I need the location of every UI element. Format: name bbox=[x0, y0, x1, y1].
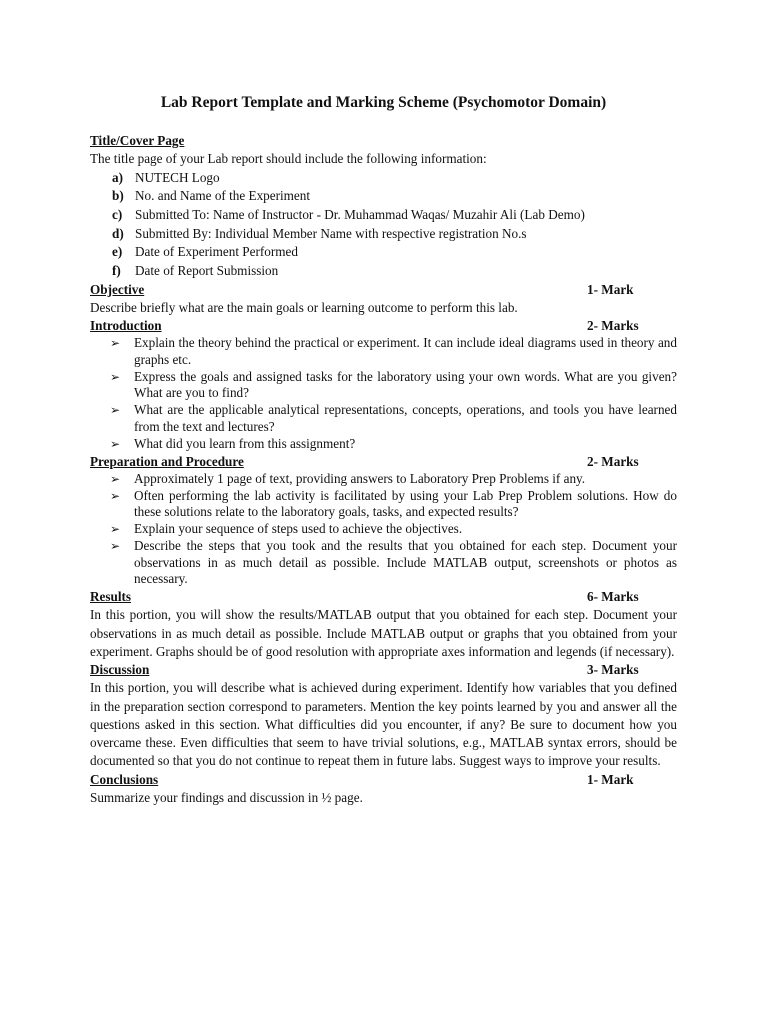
list-item bbox=[90, 335, 677, 368]
list-item-text: Approximately 1 page of text, providing answers to Laboratory Prep Problems if any. bbox=[134, 470, 586, 486]
preparation-section-header bbox=[90, 453, 677, 471]
list-item-text: NUTECH Logo bbox=[135, 169, 220, 185]
results-marks: 6- Marks bbox=[587, 589, 639, 605]
arrow-bullet-icon: ➢ bbox=[110, 522, 121, 537]
list-item-text: What are the applicable analytical representations, concepts, operations, and tools you have learned from the text and lectures? bbox=[134, 402, 677, 434]
arrow-bullet-icon: ➢ bbox=[110, 539, 121, 554]
arrow-bullet-icon: ➢ bbox=[110, 471, 121, 486]
objective-marks: 1- Mark bbox=[587, 281, 634, 297]
document-title: Lab Report Template and Marking Scheme (Psychomotor Domain) bbox=[160, 94, 607, 111]
list-item bbox=[90, 169, 677, 188]
preparation-list bbox=[90, 471, 677, 588]
list-item-text: Explain your sequence of steps used to achieve the objectives. bbox=[134, 521, 463, 537]
list-item-text: No. and Name of the Experiment bbox=[135, 188, 311, 204]
list-item bbox=[90, 243, 677, 262]
arrow-bullet-icon: ➢ bbox=[110, 436, 121, 451]
list-item-label: d) bbox=[112, 225, 124, 241]
results-text: In this portion, you will show the results/MATLAB output that you obtained for each step. Document your observations in as much detail as possible. Include MATLAB output or graphs that you obtained from your experiment. Graphs should be of good resolution with appropriate axes information and legends (if necessary). bbox=[90, 607, 677, 659]
list-item bbox=[90, 187, 677, 206]
cover-intro: The title page of your Lab report should include the following information: bbox=[90, 151, 487, 166]
introduction-section-header bbox=[90, 317, 677, 335]
list-item-text: Describe the steps that you took and the results that you obtained for each step. Document your observations in as much detail as possible. Include MATLAB output, screenshots or photos as necessary. bbox=[134, 538, 677, 587]
list-item-label: c) bbox=[112, 206, 123, 222]
list-item bbox=[90, 488, 677, 521]
list-item-text: Express the goals and assigned tasks for the laboratory using your own words. What are you given? What are you to find? bbox=[134, 368, 677, 401]
list-item-text: Often performing the lab activity is facilitated by using your Lab Prep Problem solutions. How do these solutions relate to the laboratory goals, tasks, and expected results? bbox=[134, 487, 677, 520]
arrow-bullet-icon: ➢ bbox=[110, 403, 121, 418]
preparation-heading: Preparation and Procedure bbox=[90, 453, 244, 469]
conclusions-heading: Conclusions bbox=[90, 771, 159, 787]
arrow-bullet-icon: ➢ bbox=[110, 369, 121, 384]
objective-text: Describe briefly what are the main goals or learning outcome to perform this lab. bbox=[90, 299, 518, 315]
list-item-label: b) bbox=[112, 188, 124, 204]
preparation-marks: 2- Marks bbox=[587, 453, 639, 469]
list-item bbox=[90, 538, 677, 588]
list-item-text: Date of Report Submission bbox=[135, 263, 279, 279]
objective-heading: Objective bbox=[90, 281, 145, 297]
conclusions-text: Summarize your findings and discussion in ½ page. bbox=[90, 789, 363, 805]
list-item bbox=[90, 471, 677, 488]
list-item bbox=[90, 521, 677, 538]
discussion-heading: Discussion bbox=[90, 662, 150, 678]
list-item-label: e) bbox=[112, 244, 123, 260]
list-item bbox=[90, 402, 677, 435]
arrow-bullet-icon: ➢ bbox=[110, 488, 121, 503]
list-item bbox=[90, 369, 677, 402]
list-item bbox=[90, 262, 677, 281]
results-heading: Results bbox=[90, 589, 132, 605]
document-page bbox=[90, 93, 677, 807]
list-item-text: Date of Experiment Performed bbox=[135, 244, 298, 260]
cover-items-list bbox=[90, 169, 677, 281]
list-item-text: Submitted To: Name of Instructor - Dr. Muhammad Waqas/ Muzahir Ali (Lab Demo) bbox=[135, 206, 585, 222]
list-item-text: Submitted By: Individual Member Name with respective registration No.s bbox=[135, 225, 527, 241]
discussion-section-header bbox=[90, 661, 677, 679]
introduction-heading: Introduction bbox=[90, 318, 162, 334]
conclusions-marks: 1- Mark bbox=[587, 771, 634, 787]
introduction-list bbox=[90, 335, 677, 452]
conclusions-section-header bbox=[90, 771, 677, 789]
list-item bbox=[90, 225, 677, 244]
list-item-text: Explain the theory behind the practical or experiment. It can include ideal diagrams used in theory and graphs etc. bbox=[134, 335, 677, 367]
cover-heading: Title/Cover Page bbox=[90, 133, 185, 148]
list-item bbox=[90, 206, 677, 225]
discussion-text: In this portion, you will describe what is achieved during experiment. Identify how variables that you defined in the preparation section correspond to parameters. Mention the key points learned by you and answer all the questions asked in this section. What difficulties did you encounter, if any? Be sure to document how you overcame these. Even difficulties that seem to have trivial solutions, e.g., MATLAB syntax errors, should be documented so that you do not continue to repeat them in future labs. Suggest ways to improve your results. bbox=[90, 680, 677, 769]
list-item-label: f) bbox=[112, 263, 121, 279]
cover-section-header bbox=[90, 132, 677, 150]
arrow-bullet-icon: ➢ bbox=[110, 336, 121, 351]
results-section-header bbox=[90, 588, 677, 606]
discussion-marks: 3- Marks bbox=[587, 662, 639, 678]
list-item-label: a) bbox=[112, 169, 123, 185]
introduction-marks: 2- Marks bbox=[587, 318, 639, 334]
list-item bbox=[90, 436, 677, 453]
objective-section-header bbox=[90, 281, 677, 299]
list-item-text: What did you learn from this assignment? bbox=[134, 435, 356, 451]
